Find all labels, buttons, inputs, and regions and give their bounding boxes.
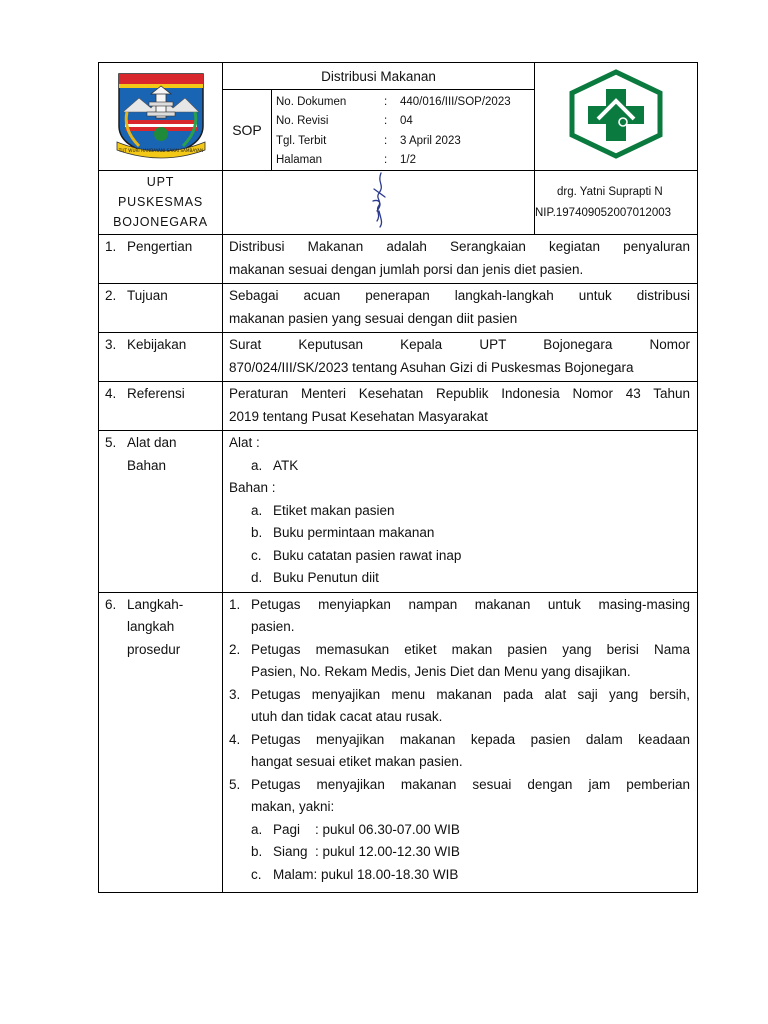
handwritten-signature-icon [359,171,399,229]
alat-heading: Alat : [229,435,260,450]
step-text: Petugas menyiapkan nampan makanan untuk masing-masing [251,596,690,612]
list-marker: a. [251,457,263,473]
list-text: ATK [273,457,299,473]
step-text: Pasien, No. Rekam Medis, Jenis Diet dan Menu yang disajikan. [251,664,631,679]
step-text: pasien. [251,619,295,634]
meta-value: 1/2 [400,154,416,167]
section-label: Referensi [127,386,185,401]
meal-time-item [229,864,690,887]
meal-time-item [229,819,690,842]
meta-colon: : [384,95,388,108]
org-line: UPT [146,175,175,189]
list-text: Buku catatan pasien rawat inap [273,547,462,563]
sop-table [98,62,698,893]
step-number: 5. [229,776,241,792]
section-row-tujuan [99,284,698,333]
list-item [229,567,690,590]
list-item [229,500,690,523]
paragraph-line: makanan pasien yang sesuai dengan diit pasien [229,310,518,326]
list-text: Siang : pukul 12.00-12.30 WIB [273,844,460,859]
list-item [229,455,690,478]
meta-colon: : [384,115,388,128]
section-number: 5. [105,435,117,450]
section-label: Langkah- [127,596,184,612]
regency-logo [99,63,223,171]
section-row-prosedur [99,592,698,893]
step-text: Petugas menyajikan makanan sesuai dengan jam pemberian [251,776,690,792]
meta-key: No. Dokumen [276,95,347,108]
meta-row-dokumen [272,92,534,112]
step-number: 3. [229,686,241,702]
meta-key: No. Revisi [276,115,329,128]
step-text: Petugas memasukan etiket makan pasien yang berisi Nama [251,641,690,657]
procedure-step [229,594,690,639]
procedure-step [229,639,690,684]
meal-time-item [229,841,690,864]
section-label: Bahan [127,457,167,473]
meta-colon: : [384,134,388,147]
approver-nip: NIP.197409052007012003 [535,206,672,219]
meta-value: 3 April 2023 [400,134,461,147]
meta-row-revisi [272,112,534,132]
section-row-pengertian [99,235,698,284]
paragraph-line: 2019 tentang Pusat Kesehatan Masyarakat [229,408,488,424]
section-number: 4. [105,386,117,401]
bahan-heading: Bahan : [229,480,276,495]
paragraph-line: Sebagai acuan penerapan langkah-langkah untuk distribusi [229,288,690,303]
meta-value: 04 [400,115,413,128]
org-line: BOJONEGARA [113,215,208,229]
approver-cell [535,171,698,235]
section-number: 1. [105,239,117,254]
list-text: Pagi : pukul 06.30-07.00 WIB [273,821,460,837]
organization-name [99,171,223,235]
step-text: Petugas menyajikan makanan kepada pasien dalam keadaan [251,731,690,747]
list-marker: c. [251,866,262,882]
procedure-step [229,774,690,819]
paragraph-line: Surat Keputusan Kepala UPT Bojonegara Nomor [229,337,690,352]
meta-value: 440/016/III/SOP/2023 [400,95,511,108]
step-number: 1. [229,596,241,612]
document-meta [223,90,535,171]
org-line: PUSKESMAS [117,195,203,209]
section-row-referensi [99,382,698,431]
list-marker: b. [251,525,263,540]
list-marker: c. [251,547,262,563]
approver-name: drg. Yatni Suprapti N [557,185,663,198]
section-label: Tujuan [127,288,168,303]
puskesmas-logo [535,63,698,171]
meta-list [272,90,534,170]
section-number: 2. [105,288,117,303]
list-marker: d. [251,570,263,585]
meta-row-terbit [272,131,534,151]
list-marker: a. [251,502,263,518]
sop-document [98,62,697,893]
meta-colon: : [384,154,388,167]
procedure-step [229,684,690,729]
section-label: prosedur [127,641,181,657]
meta-key: Halaman [276,154,323,167]
banten-regency-emblem-icon [113,68,209,160]
section-label: Alat dan [127,435,177,450]
procedure-step [229,729,690,774]
list-text: Etiket makan pasien [273,502,395,518]
sop-label: SOP [223,90,272,170]
list-text: Buku permintaan makanan [273,525,435,540]
section-label: langkah [127,619,175,634]
list-marker: a. [251,821,263,837]
step-text: hangat sesuai etiket makan pasien. [251,754,463,769]
puskesmas-hexagon-cross-icon [568,69,664,159]
document-title: Distribusi Makanan [223,63,535,90]
list-text: Malam: pukul 18.00-18.30 WIB [273,866,459,882]
section-row-alat-bahan [99,431,698,593]
paragraph-line: Distribusi Makanan adalah Serangkaian kegiatan penyaluran [229,239,690,254]
meta-key: Tgl. Terbit [276,134,327,147]
list-text: Buku Penutun diit [273,570,379,585]
step-text: makan, yakni: [251,799,335,814]
step-number: 2. [229,641,241,657]
step-text: utuh dan tidak cacat atau rusak. [251,709,443,724]
paragraph-line: Peraturan Menteri Kesehatan Republik Indonesia Nomor 43 Tahun [229,386,690,401]
section-label: Kebijakan [127,337,187,352]
section-number: 6. [105,596,117,612]
list-item [229,545,690,568]
paragraph-line: 870/024/III/SK/2023 tentang Asuhan Gizi di Puskesmas Bojonegara [229,359,634,375]
section-label: Pengertian [127,239,193,254]
step-text: Petugas menyajikan menu makanan pada alat saji yang bersih, [251,686,690,702]
paragraph-line: makanan sesuai dengan jumlah porsi dan jenis diet pasien. [229,261,584,277]
list-item [229,522,690,545]
meta-row-halaman [272,151,534,171]
svg-text:TUT WURI HANDAYANI SAKAI SAMBA: TUT WURI HANDAYANI SAKAI SAMBAYAN [118,148,203,153]
signature-cell [223,171,535,235]
list-marker: b. [251,844,263,859]
section-row-kebijakan [99,333,698,382]
section-number: 3. [105,337,117,352]
step-number: 4. [229,731,241,747]
